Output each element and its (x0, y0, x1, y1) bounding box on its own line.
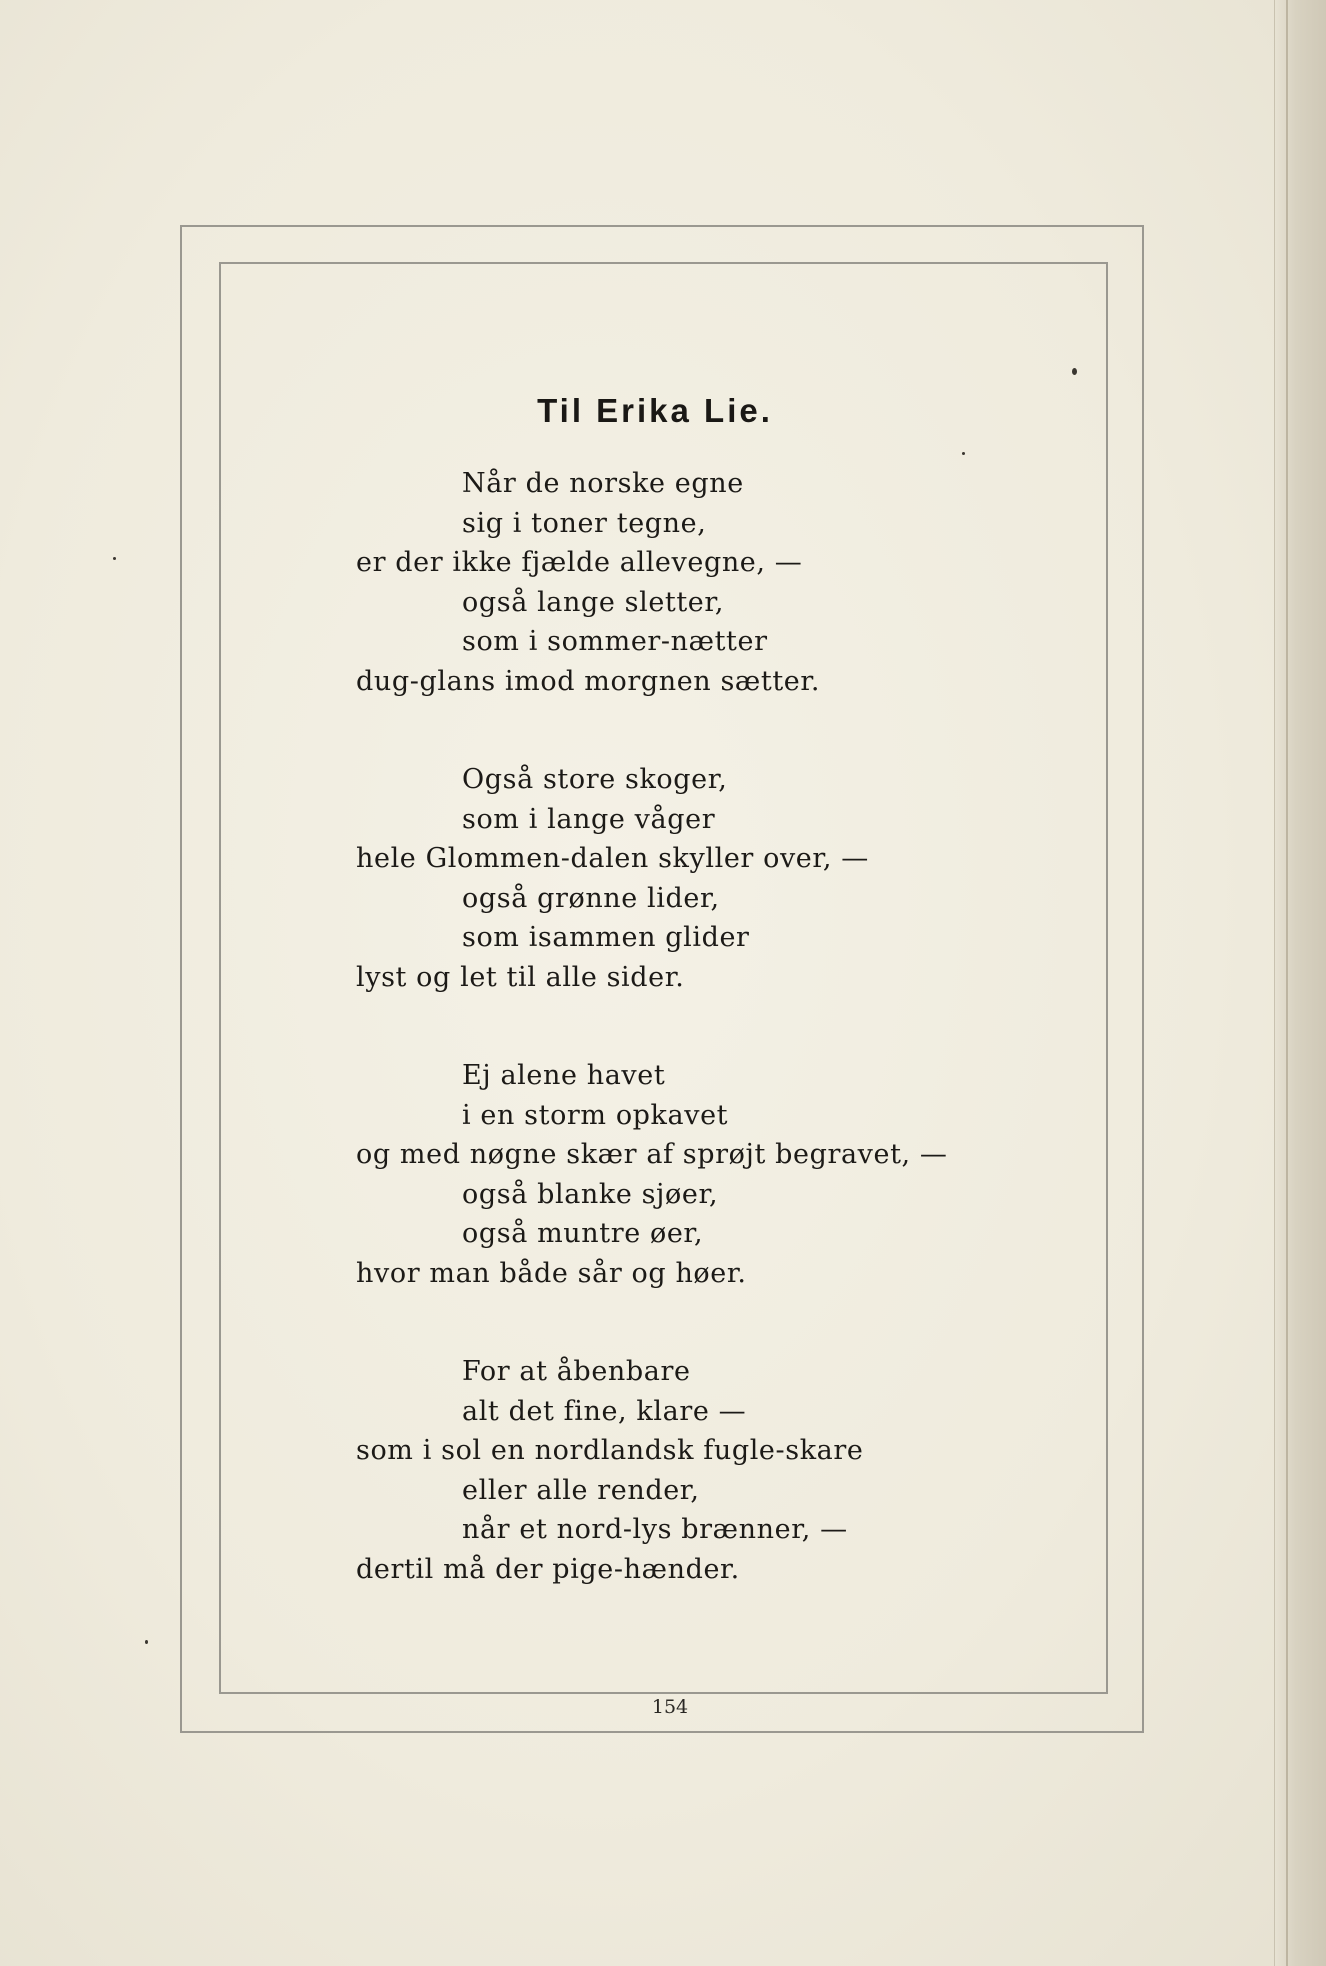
poem-line: eller alle render, (462, 1474, 700, 1506)
stanza (356, 464, 1056, 701)
poem-line: som i sol en nordlandsk fugle-skare (356, 1435, 864, 1466)
poem-line: også muntre øer, (462, 1218, 704, 1249)
poem-title: Til Erika Lie. (537, 392, 773, 429)
poem-line: For at åbenbare (462, 1356, 691, 1387)
poem-line: hvor man både sår og høer. (356, 1257, 747, 1289)
poem-line: i en storm opkavet (462, 1099, 729, 1131)
poem-line: lyst og let til alle sider. (356, 961, 685, 993)
ink-speck (113, 557, 116, 560)
poem-line: Når de norske egne (462, 468, 744, 499)
poem-line: Også store skoger, (462, 764, 728, 795)
poem-line: og med nøgne skær af sprøjt begravet, — (356, 1139, 948, 1170)
poem-line: når et nord-lys brænner, — (462, 1514, 848, 1545)
poem-line: Ej alene havet (462, 1060, 666, 1091)
ink-speck (1072, 368, 1077, 375)
poem-body (356, 464, 1056, 1589)
poem-line: som i sommer-nætter (462, 626, 768, 657)
poem-line: også grønne lider, (462, 882, 720, 914)
poem-line: hele Glommen-dalen skyller over, — (356, 843, 869, 874)
poem-line: dug-glans imod morgnen sætter. (356, 665, 821, 697)
poem-line: også lange sletter, (462, 586, 725, 618)
page-number: 154 (651, 1696, 689, 1718)
poem-line: alt det fine, klare — (462, 1395, 747, 1427)
stanza (356, 1352, 1056, 1589)
poem-line: som i lange våger (462, 803, 716, 835)
poem-line: dertil må der pige-hænder. (356, 1553, 740, 1585)
poem-line: sig i toner tegne, (462, 507, 707, 539)
ink-speck (145, 1640, 148, 1644)
poem-line: er der ikke fjælde allevegne, — (356, 547, 803, 578)
facing-page-edge (1274, 0, 1326, 1966)
stanza (356, 760, 1056, 997)
stanza (356, 1056, 1056, 1293)
poem-line: som isammen glider (462, 922, 750, 953)
poem-line: også blanke sjøer, (462, 1178, 719, 1210)
book-gutter-line (1286, 0, 1288, 1966)
ink-speck (962, 452, 965, 455)
